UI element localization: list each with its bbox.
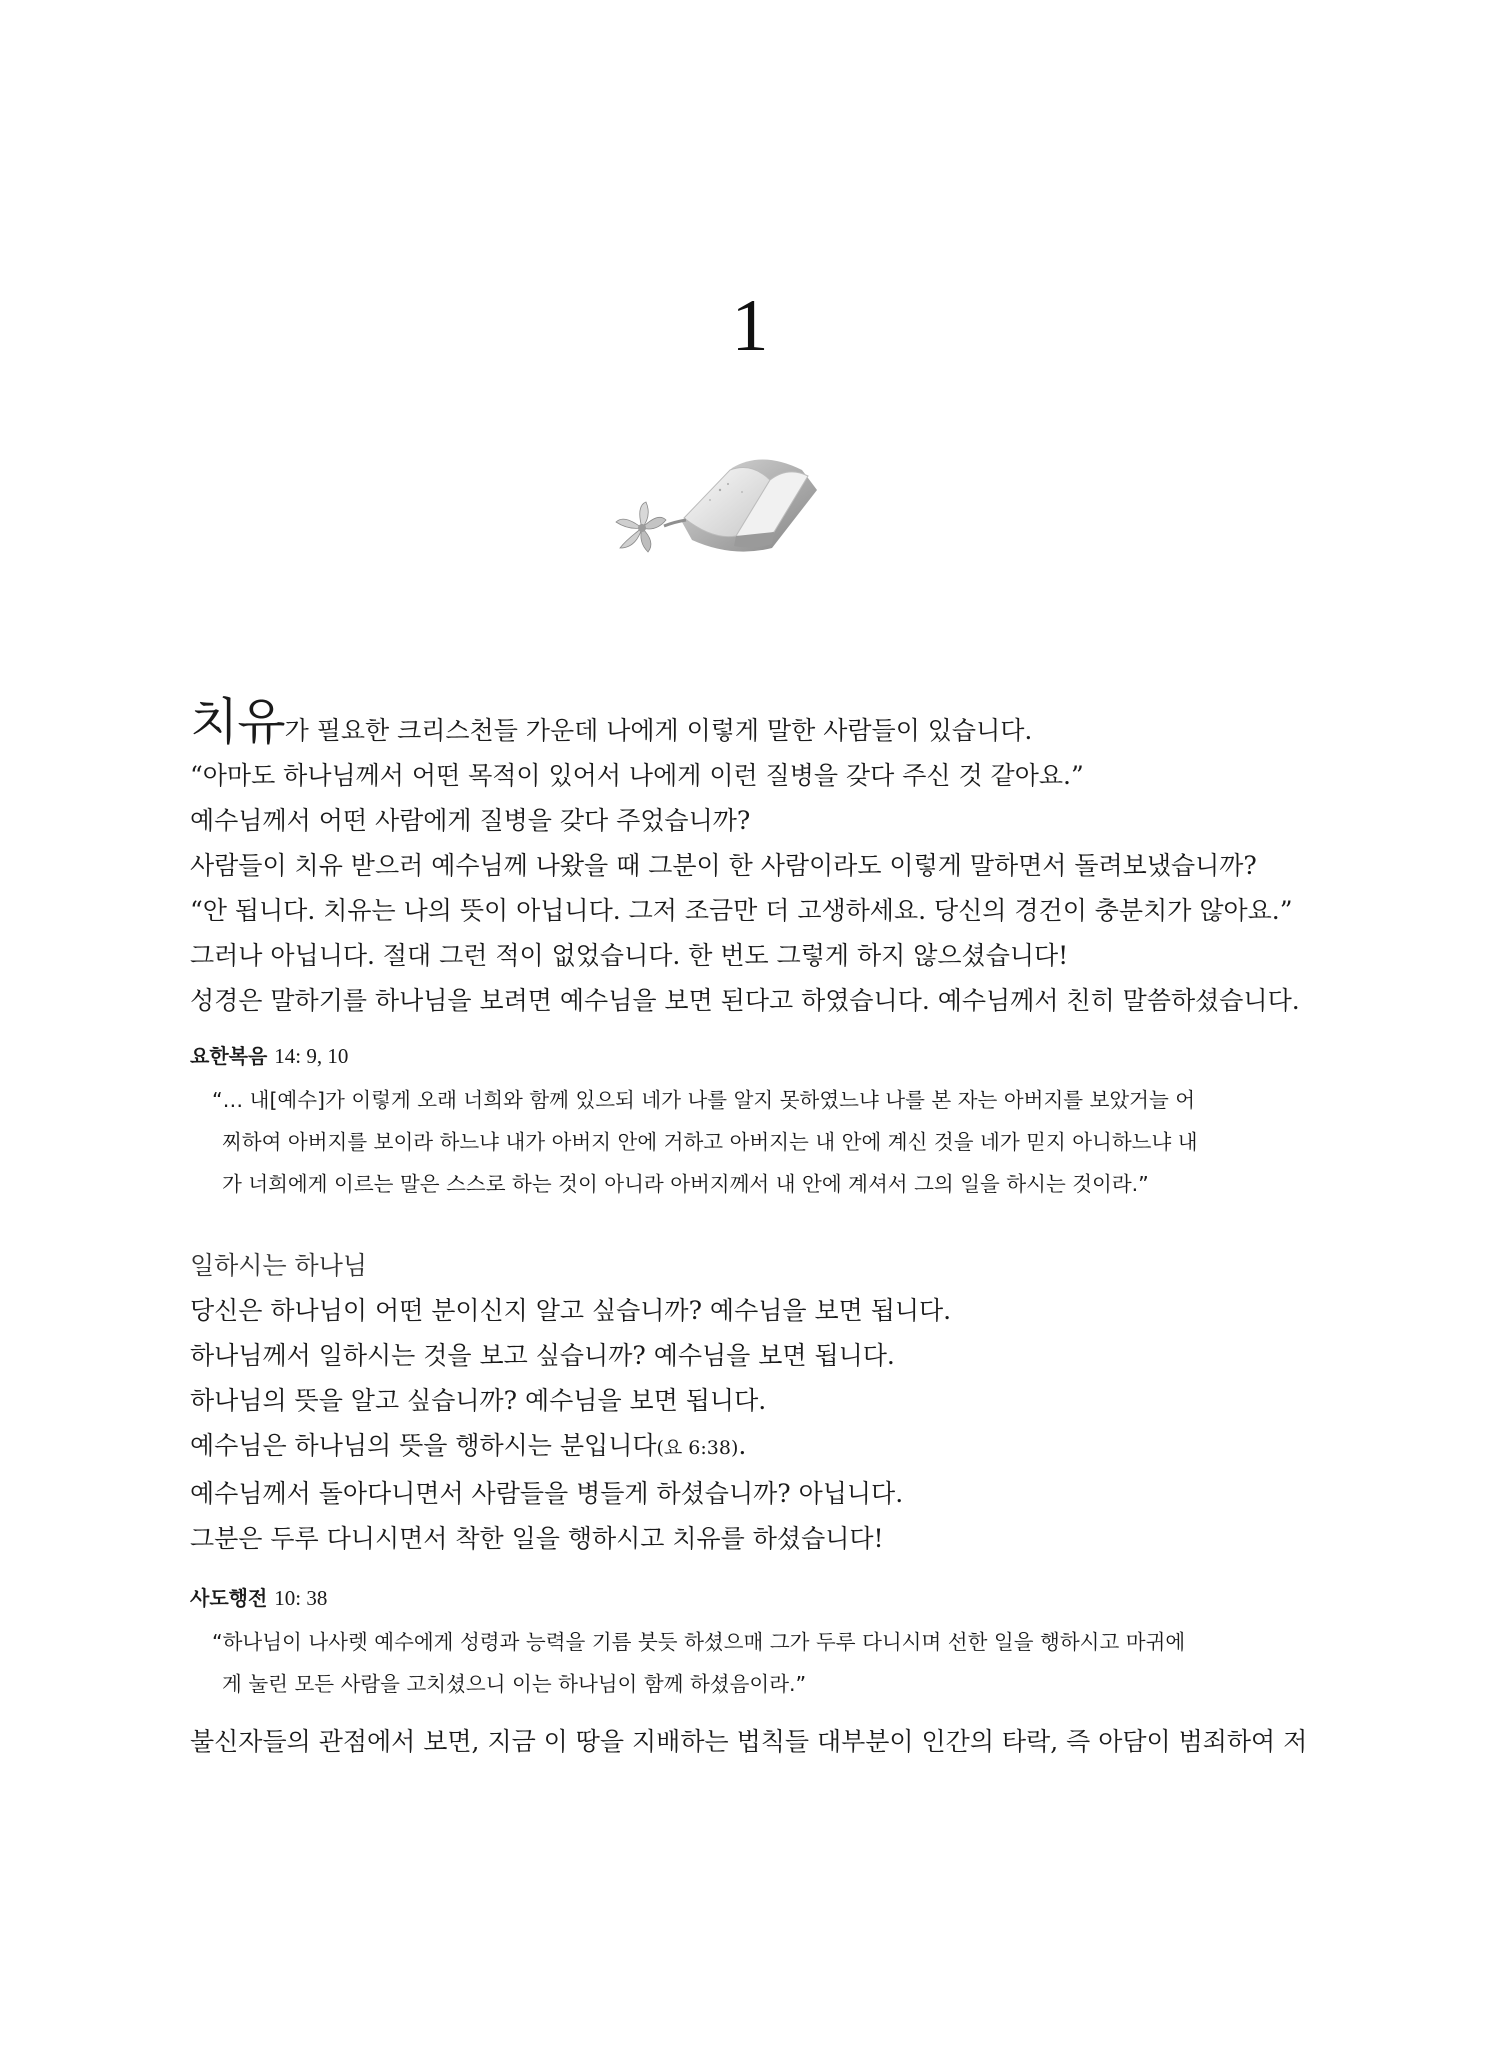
section-line-5: 예수님께서 돌아다니면서 사람들을 병들게 하셨습니까? 아닙니다. — [190, 1479, 904, 1508]
intro-line-5: “안 됩니다. 치유는 나의 뜻이 아닙니다. 그저 조금만 더 고생하세요. 당신의 경건이 충분치가 않아요.” — [190, 896, 1293, 925]
reference-book: 요한복음 — [190, 1044, 268, 1068]
scripture-quote-line: 게 눌린 모든 사람을 고치셨으니 이는 하나님이 함께 하셨음이라.” — [222, 1672, 807, 1696]
section-line-2: 하나님께서 일하시는 것을 보고 싶습니까? 예수님을 보면 됩니다. — [190, 1341, 895, 1370]
chapter-number: 1 — [731, 285, 769, 367]
reference-book: 사도행전 — [190, 1586, 268, 1610]
intro-line-7: 성경은 말하기를 하나님을 보려면 예수님을 보면 된다고 하였습니다. 예수님께서 친히 말씀하셨습니다. — [190, 986, 1300, 1015]
scripture-quote-line: “하나님이 나사렛 예수에게 성령과 능력을 기름 붓듯 하셨으매 그가 두루 다니시며 선한 일을 행하시고 마귀에 — [212, 1630, 1186, 1654]
reference-verse: 14: 9, 10 — [274, 1044, 349, 1068]
section-line-4 — [190, 1423, 1350, 1471]
open-book-with-flower-icon — [612, 440, 832, 580]
section-heading: 일하시는 하나님 — [190, 1251, 367, 1280]
section-line-4-end: . — [738, 1431, 747, 1460]
scripture-quote-line: “… 내[예수]가 이렇게 오래 너희와 함께 있으되 네가 나를 알지 못하였느냐 나를 본 자는 아버지를 보았거늘 어 — [212, 1088, 1196, 1112]
intro-line-4: 사람들이 치유 받으러 예수님께 나왔을 때 그분이 한 사람이라도 이렇게 말하면서 돌려보냈습니까? — [190, 851, 1257, 880]
section-line-3: 하나님의 뜻을 알고 싶습니까? 예수님을 보면 됩니다. — [190, 1386, 767, 1415]
page-content — [190, 693, 1350, 1764]
intro-line-3: 예수님께서 어떤 사람에게 질병을 갖다 주었습니까? — [190, 806, 751, 835]
closing-line-1: 불신자들의 관점에서 보면, 지금 이 땅을 지배하는 법칙들 대부분이 인간의 타락, 즉 아담이 범죄하여 저 — [190, 1727, 1308, 1756]
section-line-4-text: 예수님은 하나님의 뜻을 행하시는 분입니다 — [190, 1431, 657, 1460]
intro-line-1 — [190, 693, 1350, 753]
scripture-quote-line: 가 너희에게 이르는 말은 스스로 하는 것이 아니라 아버지께서 내 안에 계셔서 그의 일을 하시는 것이라.” — [222, 1172, 1149, 1196]
open-book-with-flower-icon-graphic — [612, 440, 832, 580]
intro-line-2: “아마도 하나님께서 어떤 목적이 있어서 나에게 이런 질병을 갖다 주신 것 같아요.” — [190, 761, 1084, 790]
scripture-reference-john — [190, 1041, 1350, 1071]
inline-scripture-reference: (요 6:38) — [656, 1437, 739, 1459]
reference-verse: 10: 38 — [274, 1586, 328, 1610]
lead-word: 치유 — [190, 693, 285, 751]
section-line-6: 그분은 두루 다니시면서 착한 일을 행하시고 치유를 하셨습니다! — [190, 1524, 884, 1553]
intro-line-1-text: 가 필요한 크리스천들 가운데 나에게 이렇게 말한 사람들이 있습니다. — [284, 716, 1033, 745]
scripture-reference-acts — [190, 1583, 1350, 1613]
scripture-quote-line: 찌하여 아버지를 보이라 하느냐 내가 아버지 안에 거하고 아버지는 내 안에 계신 것을 네가 믿지 아니하느냐 내 — [222, 1130, 1198, 1154]
intro-line-6: 그러나 아닙니다. 절대 그런 적이 없었습니다. 한 번도 그렇게 하지 않으셨습니다! — [190, 941, 1069, 970]
section-line-1: 당신은 하나님이 어떤 분이신지 알고 싶습니까? 예수님을 보면 됩니다. — [190, 1296, 952, 1325]
